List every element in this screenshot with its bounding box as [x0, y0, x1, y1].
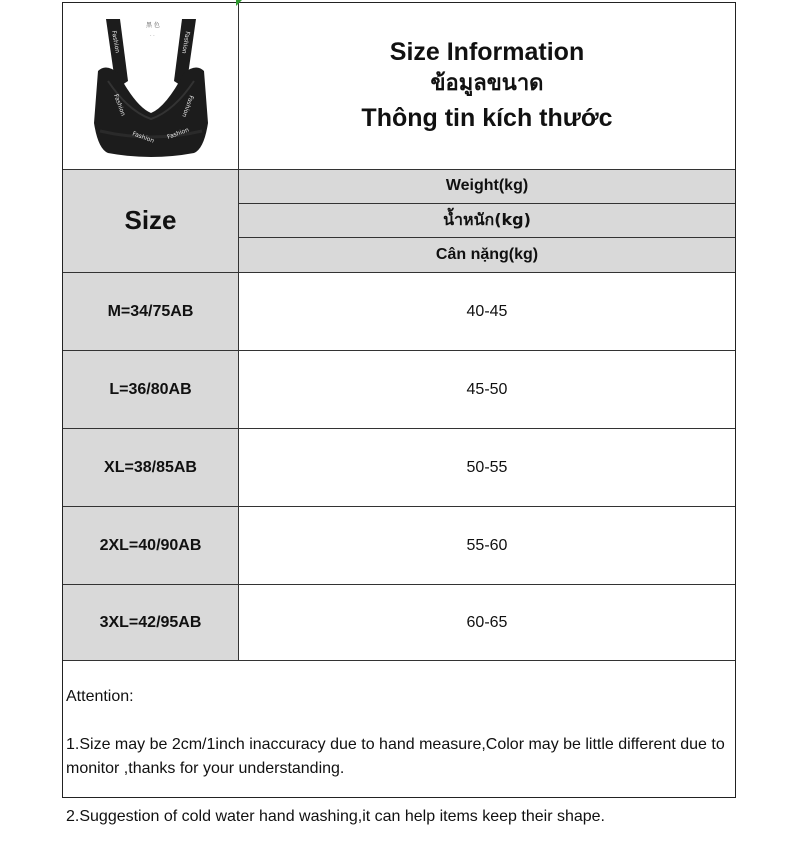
svg-text:Fashion: Fashion [180, 94, 195, 119]
svg-text:Fashion: Fashion [110, 30, 121, 54]
table-row-size [63, 429, 238, 506]
table-row-size [63, 507, 238, 584]
weight-header-th [239, 204, 735, 237]
title-vietnamese: Thông tin kích thước [361, 104, 613, 132]
row-divider [63, 506, 735, 507]
row-divider [63, 428, 735, 429]
row-divider [63, 350, 735, 351]
row-weight-value: 40-45 [466, 302, 508, 320]
attention-heading: Attention: [66, 688, 134, 705]
svg-text:· ·: · · [150, 33, 155, 39]
row-weight-value: 55-60 [466, 536, 508, 554]
attention-notes [66, 661, 732, 853]
row-weight-value: 45-50 [466, 380, 508, 398]
row-size-label: M=34/75AB [107, 302, 194, 320]
row-divider [63, 169, 735, 170]
title-thai: ข้อมูลขนาด [430, 71, 544, 96]
title-block [239, 3, 735, 169]
row-size-label: 3XL=42/95AB [99, 613, 202, 631]
weight-header-vi-text: Cân nặng(kg) [435, 246, 539, 263]
table-row-size [63, 273, 238, 350]
weight-header-vi [239, 238, 735, 272]
table-row-weight [239, 507, 735, 584]
svg-text:Fashion: Fashion [112, 93, 127, 117]
table-row-weight [239, 273, 735, 350]
row-weight-value: 60-65 [466, 613, 508, 631]
row-size-label: 2XL=40/90AB [99, 536, 202, 554]
column-divider [238, 3, 239, 660]
row-weight-value: 50-55 [466, 458, 508, 476]
attention-line-2: 2.Suggestion of cold water hand washing,it can help items keep their shape. [66, 808, 605, 825]
weight-header-en [239, 169, 735, 203]
size-header: Size [124, 205, 177, 235]
svg-text:Fashion: Fashion [180, 30, 191, 55]
svg-text:黑 色: 黑 色 [146, 22, 160, 29]
title-english: Size Information [389, 38, 585, 66]
svg-text:Fashion: Fashion [166, 126, 190, 141]
row-divider [239, 203, 735, 204]
table-row-weight [239, 585, 735, 660]
weight-header-en-text: Weight(kg) [445, 177, 529, 194]
size-chart [62, 2, 736, 825]
table-row-weight [239, 429, 735, 506]
product-image-cell [63, 3, 239, 169]
sports-bra-icon [76, 11, 226, 161]
row-size-label: L=36/80AB [109, 380, 192, 398]
row-size-label: XL=38/85AB [104, 458, 197, 476]
table-row-size [63, 585, 238, 660]
weight-header-th-text: น้ำหนัก(kg) [443, 210, 531, 229]
svg-text:Fashion: Fashion [131, 130, 156, 145]
row-divider [63, 272, 735, 273]
table-row-size [63, 351, 238, 428]
row-divider [239, 237, 735, 238]
size-header-cell [63, 169, 238, 272]
row-divider [63, 584, 735, 585]
attention-line-1: 1.Size may be 2cm/1inch inaccuracy due to hand measure,Color may be little different due to monitor ,thanks for your understanding. [66, 736, 725, 777]
table-row-weight [239, 351, 735, 428]
